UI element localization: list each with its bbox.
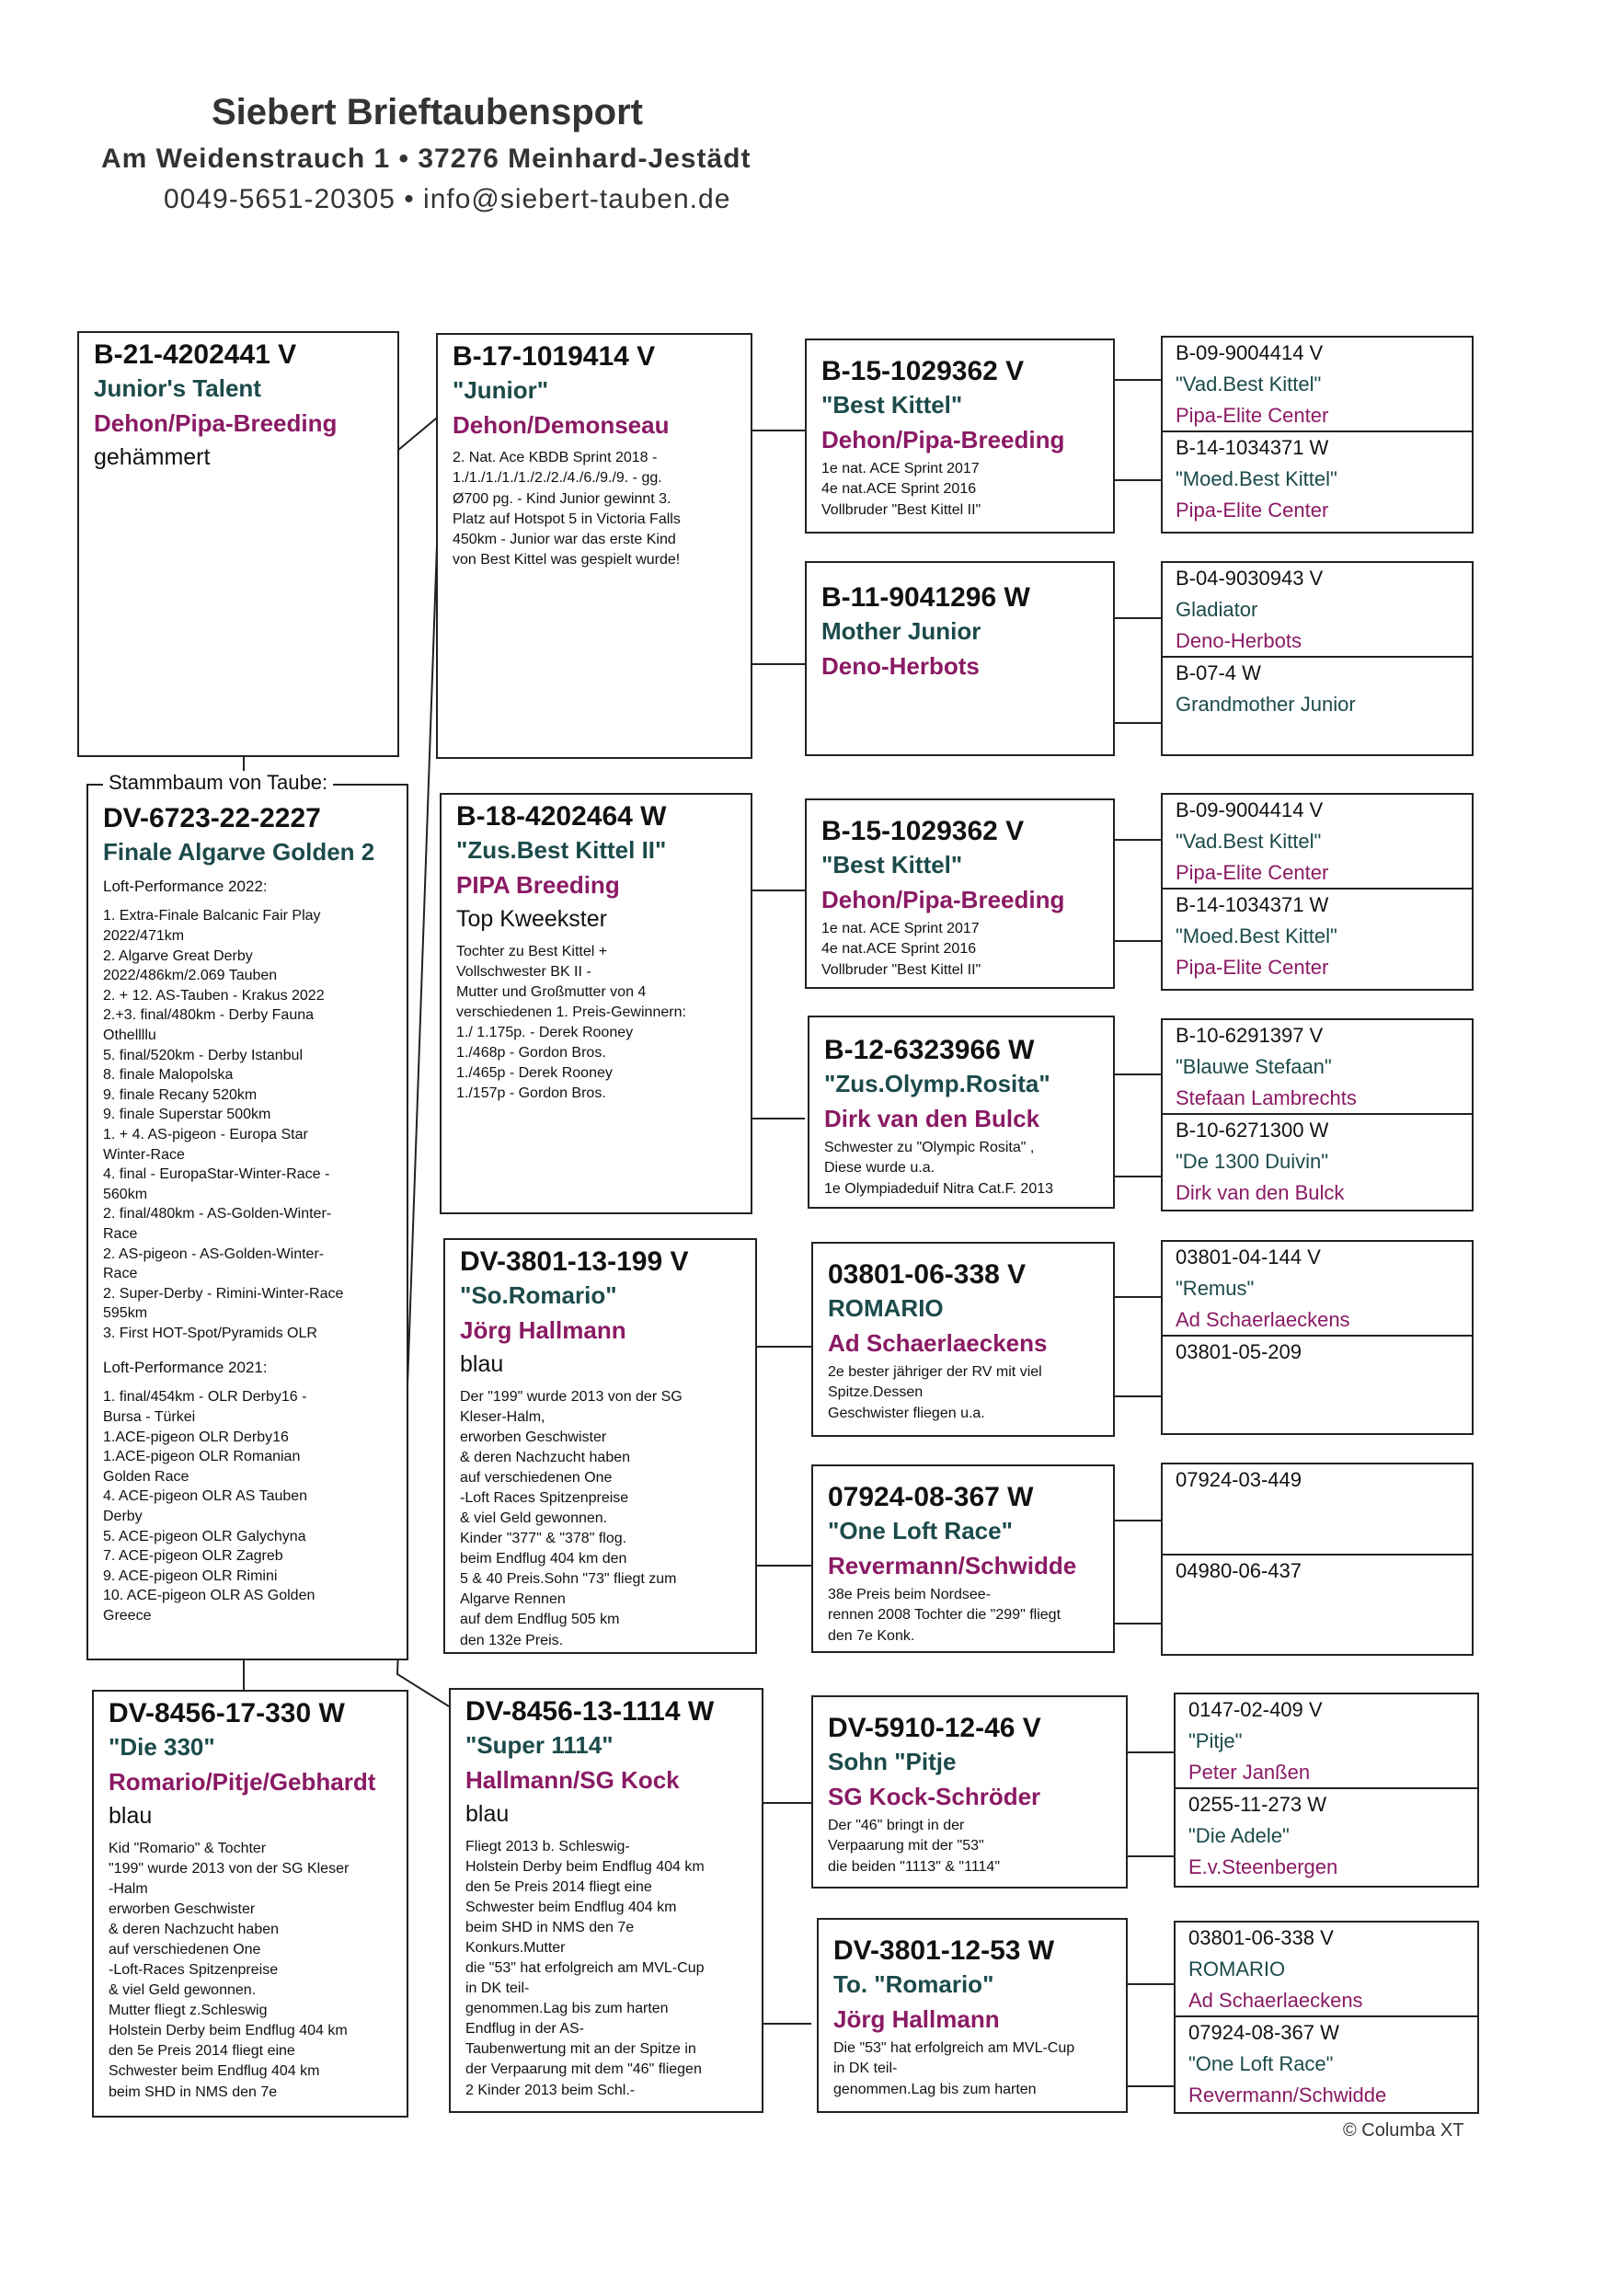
fff-comment: 1e nat. ACE Sprint 2017 4e nat.ACE Sprint 2016 Vollbruder "Best Kittel II" — [821, 461, 981, 518]
mmm-name: To. "Romario" — [833, 1970, 994, 1998]
mother-name: "Die 330" — [109, 1733, 215, 1761]
ff-name: "Junior" — [453, 376, 549, 404]
father-breeder: Dehon/Pipa-Breeding — [94, 408, 338, 437]
ffm-ring-id: B-11-9041296 W — [821, 582, 1030, 613]
g4-breeder: Stefaan Lambrechts — [1176, 1086, 1357, 1110]
mfm-card — [811, 1464, 1115, 1653]
fmm-card — [808, 1016, 1115, 1209]
g4-ring-id: 03801-05-209 — [1176, 1340, 1302, 1364]
ff-card — [436, 333, 752, 759]
fmm-breeder: Dirk van den Bulck — [824, 1104, 1040, 1132]
mm-comment: Fliegt 2013 b. Schleswig- Holstein Derby beim Endflug 404 km den 5e Preis 2014 fliegt eine Schwester beim Endflug 404 km beim SHD in NMS den 7e Konkurs.Mutter die "53" hat erfolgreich am MVL-Cup in DK teil- genommen.Lag bis zum harten Endflug in der AS- Taubenwertung mit an der Spitze in der Verpaarung mit dem "46" fliegen 2 Kinder 2013 beim Schl.- — [465, 1838, 705, 2098]
g4-breeder: E.v.Steenbergen — [1188, 1855, 1338, 1879]
fmf-breeder: Dehon/Pipa-Breeding — [821, 885, 1065, 913]
g4-name: Grandmother Junior — [1176, 693, 1356, 717]
mother-card — [92, 1690, 408, 2118]
g4-pair-5 — [1161, 1240, 1474, 1435]
blank-space — [1176, 1495, 1463, 1554]
g4-ring-id: 04980-06-437 — [1176, 1559, 1302, 1582]
g4-ring-id: B-07-4 W — [1176, 661, 1261, 685]
fm-ring-id: B-18-4202464 W — [456, 801, 667, 832]
mmf-ring-id: DV-5910-12-46 V — [828, 1713, 1041, 1743]
fmm-ring-id: B-12-6323966 W — [824, 1035, 1035, 1065]
g4-pair-4 — [1161, 1018, 1474, 1211]
mmf-card — [811, 1695, 1128, 1888]
g4-name: ROMARIO — [1188, 1957, 1286, 1980]
father-name: Junior's Talent — [94, 374, 261, 402]
g4-pair-7 — [1174, 1693, 1479, 1888]
perf-2021-heading: Loft-Performance 2021: — [103, 1358, 268, 1376]
fm-name: "Zus.Best Kittel II" — [456, 836, 667, 864]
mf-feather: blau — [460, 1351, 504, 1378]
g4-breeder: Dirk van den Bulck — [1176, 1181, 1345, 1205]
fff-name: "Best Kittel" — [821, 391, 963, 419]
mm-ring-id: DV-8456-13-1114 W — [465, 1696, 715, 1727]
fff-breeder: Dehon/Pipa-Breeding — [821, 425, 1065, 453]
g4-name: "Moed.Best Kittel" — [1176, 467, 1337, 491]
fm-comment: Tochter zu Best Kittel + Vollschwester BK II - Mutter und Großmutter von 4 verschiedenen 1. Preis-Gewinnern: 1./ 1.175p. - Derek Rooney 1./468p - Gordon Bros. 1./465p - Derek Rooney 1./157p - Gordon Bros. — [456, 943, 686, 1102]
g4-breeder: Pipa-Elite Center — [1176, 404, 1329, 428]
g4-ring-id: B-10-6291397 V — [1176, 1024, 1324, 1047]
mff-ring-id: 03801-06-338 V — [828, 1259, 1027, 1290]
g4-breeder: Pipa-Elite Center — [1176, 861, 1329, 885]
g4-ring-id: 07924-03-449 — [1176, 1468, 1302, 1491]
mother-feather: blau — [109, 1803, 153, 1830]
g4-pair-1 — [1161, 336, 1474, 534]
fmf-ring-id: B-15-1029362 V — [821, 816, 1025, 846]
g4-breeder: Pipa-Elite Center — [1176, 499, 1329, 522]
mmm-breeder: Jörg Hallmann — [833, 2004, 1000, 2033]
g4-name: Gladiator — [1176, 598, 1258, 621]
pedigree-label: Stammbaum von Taube: — [103, 771, 333, 795]
ffm-breeder: Deno-Herbots — [821, 651, 980, 680]
mf-card — [443, 1238, 757, 1654]
mff-name: ROMARIO — [828, 1294, 944, 1322]
g4-breeder: Ad Schaerlaeckens — [1188, 1989, 1363, 2013]
mother-comment: Kid "Romario" & Tochter "199" wurde 2013 von der SG Kleser -Halm erworben Geschwister & deren Nachzucht haben auf verschiedenen One -Loft-Races Spitzenpreise & viel Geld gewonnen. Mutter fliegt z.Schleswig Holstein Derby beim Endflug 404 km den 5e Preis 2014 fliegt eine Schwester beim Endflug 404 km beim SHD in NMS den 7e — [109, 1840, 350, 2100]
g4-name: "Vad.Best Kittel" — [1176, 373, 1322, 396]
mfm-breeder: Revermann/Schwidde — [828, 1551, 1077, 1579]
copyright-note: © Columba XT — [1343, 2120, 1464, 2141]
fmm-comment: Schwester zu "Olympic Rosita" , Diese wurde u.a. 1e Olympiadeduif Nitra Cat.F. 2013 — [824, 1140, 1054, 1197]
mfm-name: "One Loft Race" — [828, 1517, 1013, 1544]
fff-card — [805, 339, 1115, 534]
breeder-name: Siebert Brieftaubensport — [212, 92, 643, 132]
g4-breeder: Peter Janßen — [1188, 1761, 1311, 1785]
subject-ring-id: DV-6723-22-2227 — [103, 803, 321, 833]
g4-breeder: Deno-Herbots — [1176, 629, 1302, 653]
subject-name: Finale Algarve Golden 2 — [103, 838, 375, 866]
g4-breeder: Pipa-Elite Center — [1176, 956, 1329, 980]
g4-name: "Remus" — [1176, 1277, 1255, 1300]
g4-name: "De 1300 Duivin" — [1176, 1150, 1329, 1174]
fm-card — [440, 793, 752, 1214]
father-feather: gehämmert — [94, 444, 211, 471]
g4-breeder: Revermann/Schwidde — [1188, 2084, 1387, 2107]
fmm-name: "Zus.Olymp.Rosita" — [824, 1070, 1050, 1097]
mf-comment: Der "199" wurde 2013 von der SG Kleser-Halm, erworben Geschwister & deren Nachzucht haben auf verschiedenen One -Loft Races Spitzenpreise & viel Geld gewonnen. Kinder "377" & "378" flog. beim Endflug 404 km den 5 & 40 Preis.Sohn "73" fliegt zum Algarve Rennen auf dem Endflug 505 km den 132e Preis. — [460, 1388, 683, 1648]
ff-ring-id: B-17-1019414 V — [453, 341, 656, 372]
mmm-comment: Die "53" hat erfolgreich am MVL-Cup in DK teil- genommen.Lag bis zum harten — [833, 2040, 1075, 2097]
mmm-ring-id: DV-3801-12-53 W — [833, 1935, 1055, 1966]
perf-2022-list: 1. Extra-Finale Balcanic Fair Play 2022/471km 2. Algarve Great Derby 2022/486km/2.069 Tauben 2. + 12. AS-Tauben - Krakus 2022 2.+3. final/480km - Derby Fauna Othellllu 5. final/520km - Derby Istanbul 8. finale Malopolska 9. finale Recany 520km 9. finale Superstar 500km 1. + 4. AS-pigeon - Europa Star Winter-Race 4. final - EuropaStar-Winter-Race - 560km 2. final/480km - AS-Golden-Winter- Race 2. AS-pigeon - AS-Golden-Winter- Race 2. Super-Derby - Rimini-Winter-Race 595km 3. First HOT-Spot/Pyramids OLR — [103, 908, 344, 1341]
g4-pair-2 — [1161, 561, 1474, 756]
fff-ring-id: B-15-1029362 V — [821, 356, 1025, 386]
mff-comment: 2e bester jähriger der RV mit viel Spitze.Dessen Geschwister fliegen u.a. — [828, 1364, 1042, 1421]
mmf-breeder: SG Kock-Schröder — [828, 1782, 1041, 1810]
g4-breeder: Ad Schaerlaeckens — [1176, 1308, 1350, 1332]
fm-note: Top Kweekster — [456, 906, 607, 933]
mfm-comment: 38e Preis beim Nordsee- rennen 2008 Tochter die "299" fliegt den 7e Konk. — [828, 1587, 1061, 1644]
g4-name: "One Loft Race" — [1188, 2052, 1334, 2076]
fm-breeder: PIPA Breeding — [456, 870, 620, 899]
g4-name: "Pitje" — [1188, 1729, 1243, 1752]
ff-comment: 2. Nat. Ace KBDB Sprint 2018 - 1./1./1./1./1./2./2./4./6./9./9. - gg. Ø700 pg. - Kind Junior gewinnt 3. Platz auf Hotspot 5 in Victoria Falls 450km - Junior war das erste Kind von Best Kittel was gespielt wurde! — [453, 450, 681, 568]
mm-feather: blau — [465, 1801, 510, 1828]
g4-pair-3 — [1161, 793, 1474, 991]
father-card — [77, 331, 399, 757]
fmf-card — [805, 798, 1115, 989]
g4-pair-6 — [1161, 1463, 1474, 1656]
breeder-address: Am Weidenstrauch 1 • 37276 Meinhard-Jestädt — [101, 144, 752, 174]
g4-name: "Die Adele" — [1188, 1824, 1290, 1848]
ffm-card — [805, 561, 1115, 756]
g4-ring-id: B-04-9030943 V — [1176, 567, 1324, 590]
mmm-card — [817, 1918, 1128, 2113]
perf-2021-list: 1. final/454km - OLR Derby16 - Bursa - Türkei 1.ACE-pigeon OLR Derby16 1.ACE-pigeon OLR Romanian Golden Race 4. ACE-pigeon OLR AS Tauben Derby 5. ACE-pigeon OLR Galychyna 7. ACE-pigeon OLR Zagreb 9. ACE-pigeon OLR Rimini 10. ACE-pigeon OLR AS Golden Greece — [103, 1389, 316, 1624]
g4-ring-id: 0147-02-409 V — [1188, 1698, 1323, 1721]
g4-name: "Blauwe Stefaan" — [1176, 1055, 1332, 1078]
mff-breeder: Ad Schaerlaeckens — [828, 1328, 1048, 1357]
fmf-comment: 1e nat. ACE Sprint 2017 4e nat.ACE Sprint 2016 Vollbruder "Best Kittel II" — [821, 921, 981, 978]
mm-card — [449, 1688, 763, 2113]
g4-ring-id: B-10-6271300 W — [1176, 1119, 1329, 1142]
mf-ring-id: DV-3801-13-199 V — [460, 1246, 689, 1277]
mother-breeder: Romario/Pitje/Gebhardt — [109, 1767, 376, 1796]
mf-breeder: Jörg Hallmann — [460, 1315, 626, 1344]
mother-ring-id: DV-8456-17-330 W — [109, 1698, 345, 1728]
g4-ring-id: 0255-11-273 W — [1188, 1793, 1327, 1817]
mm-breeder: Hallmann/SG Kock — [465, 1765, 680, 1794]
mff-card — [811, 1242, 1115, 1437]
g4-ring-id: 03801-04-144 V — [1176, 1246, 1321, 1269]
breeder-contact: 0049-5651-20305 • info@siebert-tauben.de — [164, 184, 731, 214]
g4-name: "Vad.Best Kittel" — [1176, 830, 1322, 853]
g4-pair-8 — [1174, 1921, 1479, 2114]
mmf-name: Sohn "Pitje — [828, 1748, 957, 1775]
ffm-name: Mother Junior — [821, 617, 981, 645]
g4-ring-id: 03801-06-338 V — [1188, 1926, 1334, 1949]
perf-2022-heading: Loft-Performance 2022: — [103, 877, 268, 895]
g4-name: "Moed.Best Kittel" — [1176, 924, 1337, 948]
mmf-comment: Der "46" bringt in der Verpaarung mit der "53" die beiden "1113" & "1114" — [828, 1818, 1001, 1875]
father-ring-id: B-21-4202441 V — [94, 339, 297, 370]
g4-ring-id: B-14-1034371 W — [1176, 893, 1329, 917]
fmf-name: "Best Kittel" — [821, 851, 963, 878]
mfm-ring-id: 07924-08-367 W — [828, 1482, 1034, 1512]
g4-ring-id: B-09-9004414 V — [1176, 798, 1324, 821]
g4-ring-id: B-14-1034371 W — [1176, 436, 1329, 460]
subject-card — [86, 784, 408, 1660]
mf-name: "So.Romario" — [460, 1281, 617, 1309]
g4-ring-id: 07924-08-367 W — [1188, 2021, 1339, 2045]
mm-name: "Super 1114" — [465, 1731, 614, 1759]
g4-ring-id: B-09-9004414 V — [1176, 341, 1324, 364]
ff-breeder: Dehon/Demonseau — [453, 410, 670, 439]
